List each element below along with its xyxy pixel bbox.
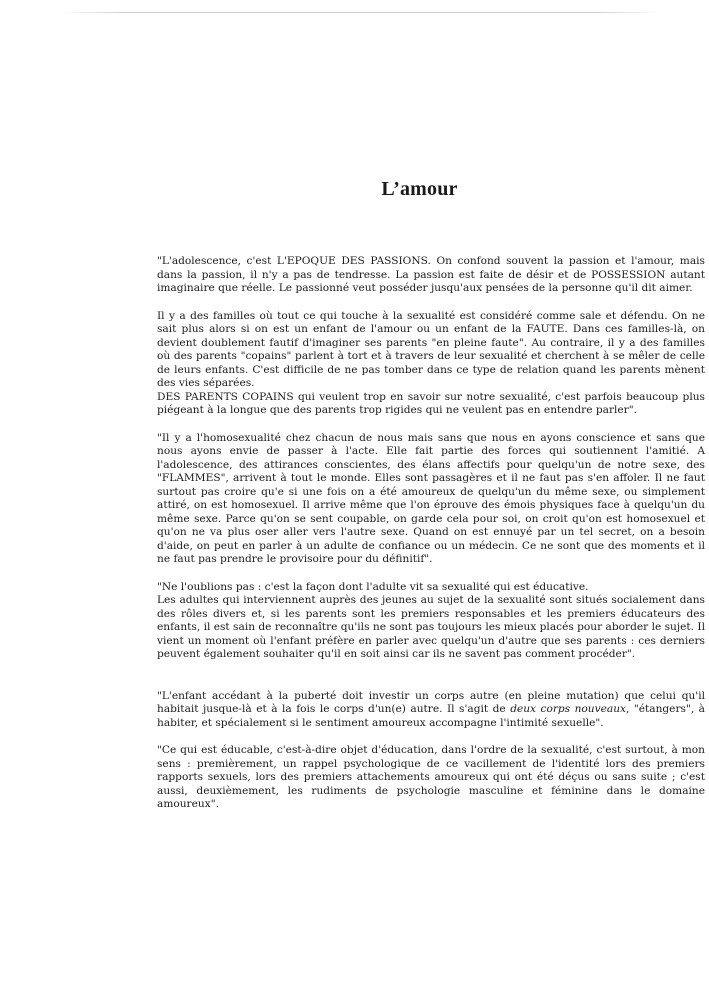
paragraph-families: Il y a des familles où tout ce qui touche à la sexualité est considéré comme sale et défendu. On ne sait plus alors si on est un enfant de l'amour ou un enfant de la FAUTE. Dans ces familles-là, on devient doublement fautif d'imaginer ses parents "en pleine faute". Au contraire, il y a des familles où des parents "copains" parlent à tort et à travers de leur sexualité et cherchent à se mêler de celle de leurs enfants. C'est difficile de ne pas tomber dans ce type de relation quand les parents mènent des vies séparées. — [157, 309, 705, 389]
page-title: L’amour — [381, 178, 458, 200]
scan-edge-line — [60, 12, 660, 13]
paragraph-parents-copains: DES PARENTS COPAINS qui veulent trop en savoir sur notre sexualité, c'est parfois beaucoup plus piégeant à la longue que des parents trop rigides qui ne veulent pas en entendre parler". — [157, 390, 705, 416]
puberty-text-italic: deux corps nouveaux — [510, 703, 626, 715]
puberty-text-end: , "étangers", à habiter, et spécialement si le sentiment amoureux accompagne l'intimité sexuelle". — [157, 703, 705, 729]
paragraph-homosexuality: "Il y a l'homosexualité chez chacun de nous mais sans que nous en ayons conscience et sans que nous ayons envie de passer à l'acte. Elle fait partie des forces qui soutiennent l'amitié. A l'adolescence, des attirances conscientes, des élans affectifs pour quelqu'un de notre sexe, des "FLAMMES", arrivent à tout le monde. Elles sont passagères et il ne faut pas s'en affoler. Il ne faut surtout pas croire qu'e si une fois on a été amoureux de quelqu'un du même sexe, ou simplement attiré, on est homosexuel. Il arrive même que l'on éprouve des émois physiques face à quelqu'un du même sexe. Parce qu'on se sent coupable, on garde cela pour soi, on croit qu'on est homosexuel et qu'on ne va plus oser aller vers l'autre sexe. Quand on est ennuyé par un tel secret, on a besoin d'aide, on peut en parler à un adulte de confiance ou un médecin. Ce ne sont que des moments et il ne faut pas prendre le provisoire pour du définitif". — [157, 431, 705, 565]
paragraph-adult-sexuality: "Ne l'oublions pas : c'est la façon dont l'adulte vit sa sexualité qui est éducative. — [157, 580, 589, 593]
paragraph-passions: "L'adolescence, c'est L'EPOQUE DES PASSIONS. On confond souvent la passion et l'amour, mais dans la passion, il n'y a pas de tendresse. La passion est faite de désir et de POSSESSION autant imaginaire que réelle. Le passionné veut posséder jusqu'aux pensées de la personne qu'il dit aimer. — [157, 255, 705, 294]
paragraph-educators: Les adultes qui interviennent auprès des jeunes au sujet de la sexualité sont situés socialement dans des rôles divers et, si les parents sont les premiers responsables et les premiers éducateurs des enfants, il est sain de reconnaître qu'ils ne sont pas toujours les mieux placés pour aborder le sujet. Il vient un moment où l'enfant préfère en parler avec quelqu'un d'autre que ses parents : ces derniers peuvent également souhaiter qu'il en soit ainsi car ils ne savent pas comment procéder". — [157, 594, 705, 660]
body-text — [157, 255, 705, 812]
puberty-text-start: "L'enfant accédant à la puberté doit investir un corps autre (en pleine mutation) que celui qu'il habitait jusque-là et à la fois le corps d'un(e) autre. Il s'agit de — [157, 689, 705, 715]
paragraph-puberty — [157, 690, 705, 731]
paragraph-educable: "Ce qui est éducable, c'est-à-dire objet d'éducation, dans l'ordre de la sexualité, c'est surtout, à mon sens : premièrement, un rappel psychologique de ce vacillement de l'identité lors des premiers rapports sexuels, lors des premiers attachements amoureux qui ont été déçus ou sans suite ; c'est aussi, deuxièmement, les rudiments de psychologie masculine et féminine dans le domaine amoureux". — [157, 744, 705, 810]
